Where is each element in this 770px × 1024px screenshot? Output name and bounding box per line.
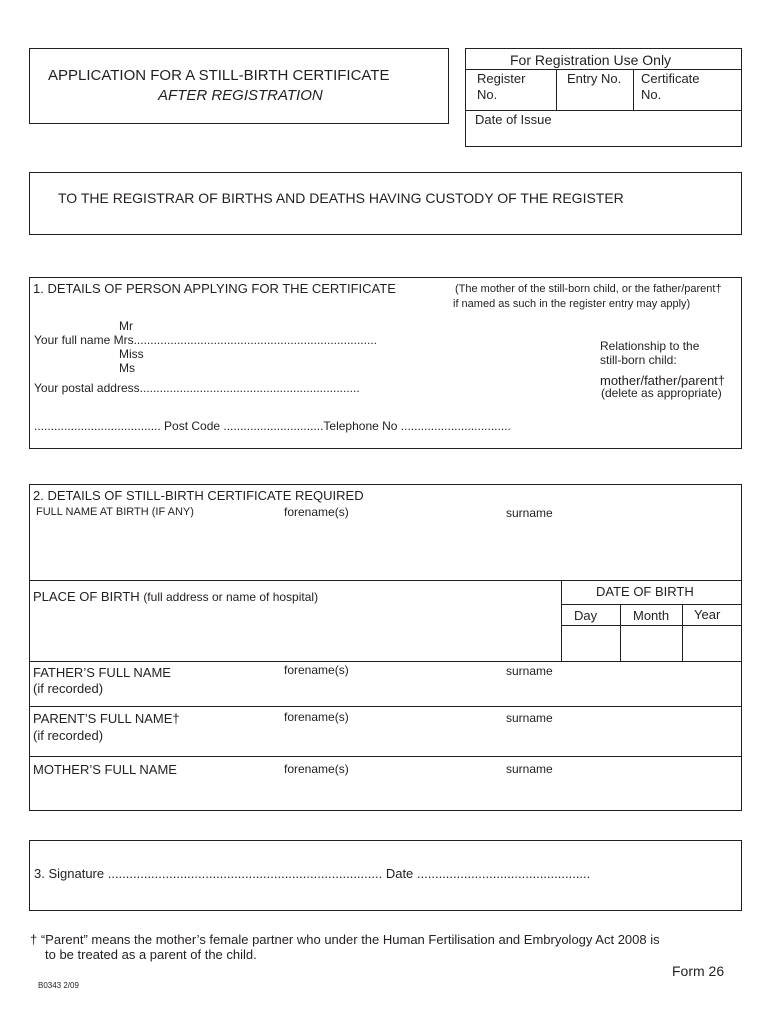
title-box	[29, 48, 449, 124]
full-name-field[interactable]: Your full name Mrs.........................................................................	[34, 333, 377, 347]
parent-name-label: PARENT’S FULL NAME†	[33, 711, 180, 726]
title-mr: Mr	[119, 319, 133, 333]
father-forename-label: forename(s)	[284, 663, 349, 677]
section1-note-1: (The mother of the still-born child, or the father/parent†	[455, 283, 722, 295]
relationship-options[interactable]: mother/father/parent†	[600, 373, 726, 388]
register-no-label: Register No.	[477, 71, 526, 102]
title-ms: Ms	[119, 361, 135, 375]
month-label: Month	[633, 608, 670, 623]
form-title: APPLICATION FOR A STILL-BIRTH CERTIFICATE	[48, 67, 390, 84]
full-name-at-birth-label: FULL NAME AT BIRTH (IF ANY)	[36, 506, 194, 518]
postal-address-field[interactable]: Your postal address..................................................................	[34, 381, 360, 395]
date-of-issue-label: Date of Issue	[475, 112, 552, 127]
certificate-no-label: Certificate No.	[641, 71, 700, 102]
registration-heading: For Registration Use Only	[510, 52, 672, 68]
place-of-birth-label	[33, 589, 318, 604]
date-of-birth-label: DATE OF BIRTH	[596, 584, 694, 599]
father-name-note: (if recorded)	[33, 681, 104, 696]
father-name-label: FATHER’S FULL NAME	[33, 665, 171, 680]
section1-heading: 1. DETAILS OF PERSON APPLYING FOR THE CERTIFICATE	[33, 281, 396, 296]
form-code: B0343 2/09	[38, 981, 79, 990]
parent-name-note: (if recorded)	[33, 728, 104, 743]
birth-surname-label: surname	[506, 506, 553, 520]
section1-note-2: if named as such in the register entry may apply)	[453, 298, 691, 310]
postcode-telephone-line[interactable]: ...................................... Post Code ..............................Telephone No .................................	[34, 419, 511, 433]
footnote-line-1: † “Parent” means the mother’s female partner who under the Human Fertilisation and Embryology Act 2008 is	[30, 932, 660, 947]
parent-surname-label: surname	[506, 711, 553, 725]
day-label: Day	[574, 608, 598, 623]
father-surname-label: surname	[506, 664, 553, 678]
registrar-text: TO THE REGISTRAR OF BIRTHS AND DEATHS HAVING CUSTODY OF THE REGISTER	[58, 190, 624, 206]
mother-name-label: MOTHER’S FULL NAME	[33, 762, 177, 777]
delete-note: (delete as appropriate)	[601, 386, 722, 400]
title-miss: Miss	[119, 347, 144, 361]
entry-no-label: Entry No.	[567, 71, 622, 86]
form-subtitle: AFTER REGISTRATION	[158, 87, 323, 104]
year-label: Year	[694, 607, 721, 622]
section2-heading: 2. DETAILS OF STILL-BIRTH CERTIFICATE REQUIRED	[33, 488, 364, 503]
relationship-label-2: still-born child:	[600, 353, 677, 367]
form-number: Form 26	[672, 963, 725, 979]
place-of-birth-note: (full address or name of hospital)	[143, 590, 319, 604]
mother-forename-label: forename(s)	[284, 762, 349, 776]
mother-surname-label: surname	[506, 762, 553, 776]
place-of-birth-text: PLACE OF BIRTH	[33, 589, 140, 604]
footnote-line-2: to be treated as a parent of the child.	[45, 947, 257, 962]
birth-forename-label: forename(s)	[284, 505, 349, 519]
relationship-label-1: Relationship to the	[600, 339, 700, 353]
signature-date-line[interactable]: 3. Signature ............................................................................ Date ................................................	[34, 866, 591, 881]
parent-forename-label: forename(s)	[284, 710, 349, 724]
